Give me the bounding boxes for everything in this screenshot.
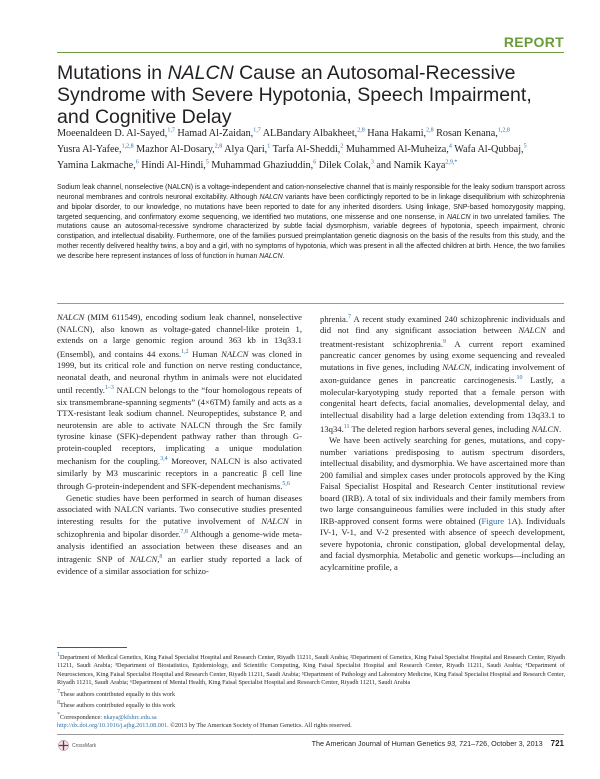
author-name: Hana Hakami,$^{2,8}$: [367, 128, 434, 140]
abstract-divider: [57, 303, 564, 304]
crossmark-badge[interactable]: CrossMark: [58, 740, 96, 751]
abstract: Sodium leak channel, nonselective (NALCN) is a voltage-independent and cation-nonselective channel that is mainly responsible for the leaky sodium transport across neuronal membranes and controls neuronal excitability. Although NALCN variants have been conflictingly reported to be in linkage disequilibrium with schizophrenia and bipolar disorder, to our knowledge, no mutations have been reported to date for any inherited disorders. Using linkage, SNP-based homozygosity mapping, targeted sequencing, and confirmatory exome sequencing, we identified two mutations, one missense and one nonsense, in NALCN in two unrelated families. The mutations cause an autosomal-recessive syndrome characterized by subtle facial dysmorphism, variable degrees of hypotonia, speech impairment, chronic constipation, and intellectual disability. Furthermore, one of the families pursued preimplantation genetic diagnosis on the basis of the results from this study, and the mother recently delivered healthy twins, a boy and a girl, with no symptoms of hypotonia, which was present in all the affected children at birth. Hence, the two families we describe here represent instances of loss of function in human NALCN.: [57, 184, 565, 260]
author-name: Dilek Colak,$^3$: [318, 159, 374, 171]
title-text: Mutations in: [57, 62, 168, 84]
body-column-right: [320, 312, 565, 574]
section-label: REPORT: [503, 34, 564, 50]
author-name: Hindi Al-Hindi,$^5$: [141, 159, 209, 171]
title-gene: NALCN: [167, 62, 234, 84]
author-name: Hamad Al-Zaidan,$^{1,7}$: [177, 128, 261, 140]
author-name: Tarfa Al-Sheddi,$^2$: [272, 143, 344, 156]
author-name: and Namik Kaya$^{2,9,*}$: [376, 159, 458, 171]
author-name: ALBandary Albakheet,$^{2,8}$: [262, 128, 365, 140]
title-text-rest: Cause an Autosomal-Recessive Syndrome with Severe Hypotonia, Speech Impairment, and Cognitive Delay: [57, 62, 532, 128]
paragraph: We have been actively searching for genes, mutations, and copy-number variations predisposing to autism spectrum disorders, intellectual disability, and dysmorphia. We have ascertained more than 200 familial and simplex cases under protocols approved by the King Faisal Specialist Hospital and Research Center institutional review board (IRB). A total of six individuals and their family members from two large consanguineous families were included in this study after IRB-approved consent forms were obtained (Figure 1A). Individuals IV-1, V-1, and V-2 presented with absence of speech development, severe hypotonia, chronic constipation, global developmental delay, and facial dysmorphia. Metabolic and genetic workups—including an acylcarnitine profile, a: [320, 434, 565, 572]
figure-link[interactable]: Figure 1: [481, 515, 512, 526]
footer-rule: [57, 734, 564, 735]
article-title: [57, 62, 537, 128]
body-column-left: [57, 312, 302, 577]
header-rule: [57, 52, 564, 53]
author-list: [57, 125, 562, 172]
crossmark-icon: [58, 740, 69, 751]
author-name: Rosan Kenana,$^{1,2,8}$: [436, 128, 510, 140]
correspondence-email-link[interactable]: nkaya@kfshrc.edu.sa: [103, 713, 157, 721]
author-name: Muhammad Ghaziuddin,$^6$: [211, 159, 317, 171]
author-name: Mazhor Al-Dosary,$^{2,8}$: [136, 143, 223, 156]
author-name: Moeenaldeen D. Al-Sayed,$^{1,7}$: [57, 128, 175, 140]
doi-link[interactable]: http://dx.doi.org/10.1016/j.ajhg.2013.08.001: [57, 722, 168, 730]
author-name: Yamina Lakmache,$^6$: [57, 159, 139, 171]
author-name: Alya Qari,$^1$: [224, 143, 271, 156]
paragraph: phrenia.$^7$ A recent study examined 240 schizophrenic individuals and did not find any significant association between NALCN and treatment-resistant schizophrenia.$^9$ A current report examined pancreatic cancer genomes by using exome sequencing and revealed mutations in five genes, including NALCN, indicating involvement of axon-guidance genes in pancreatic carcinogenesis.$^{10}$ Lastly, a molecular-karyotyping study reported that a female person with congenital heart defects, facial anomalies, developmental delay, and intellectual disability had a large deletion extending from 13q33.1 to 13q34.11 The deleted region harbors several genes, including NALCN.: [320, 313, 565, 434]
author-name: Muhammed Al-Muheiza,$^4$: [345, 143, 452, 156]
page-number: 721: [550, 739, 564, 748]
author-name: Wafa Al-Qubbaj,$^5$: [454, 143, 527, 156]
paragraph: NALCN (MIM 611549), encoding sodium leak channel, nonselective (NALCN), also known as voltage-gated channel-like protein 1, extends on a large genomic region around 363 kb in 13q33.1 (Ensembl), and contains 44 exons.$^{1,2}$ Human NALCN was cloned in 1999, but its critical role and function on nerve resting conductance, neonatal death, and neuronal rhythm in animals were not elucidated until recently.$^{1-3}$ NALCN belongs to the “four homologous repeats of six transmembrane-spanning segments” (4×6TM) family and acts as a TTX-resistant leak sodium channel. Neuropeptides, substance P, and neurotensin are able to activate NALCN through the Src family tyrosine kinase (SFK)-dependent pathway rather than through G-protein-coupled receptors, implicating a unique modulation mechanism for the coupling.$^{3,4}$ Moreover, NALCN is also activated similarly by M3 muscarinic receptors in a pancreatic β cell line through G-protein-independent and SFK-dependent mechanisms.$^{5,6}$: [57, 312, 302, 492]
journal-citation: The American Journal of Human Genetics 93, 721–726, October 3, 2013 721: [311, 739, 564, 748]
paragraph: Genetic studies have been performed in search of human diseases associated with NALCN variants. Two consecutive studies presented interesting results for the putative involvement of NALCN in schizophrenia and bipolar disorder.$^{7,8}$ Although a genome-wide meta-analysis identified an association between these diseases and an intragenic SNP of NALCN,$^8$ an earlier study reported a lack of evidence of a similar association for schizo-: [57, 492, 303, 576]
author-name: Yusra Al-Yafee,$^{1,2,8}$: [57, 143, 134, 156]
affiliations-rule: [57, 647, 127, 648]
affiliations: $^1$Department of Medical Genetics, King Faisal Specialist Hospital and Research Center, Riyadh 11211, Saudi Arabia; ²Department of Genetics, King Faisal Specialist Hospital and Research Center, Riyadh 11211, Saudi Arabia; ³Department of Biostatistics, Epidemiology, and Scientific Computing, King Faisal Specialist Hospital and Research Center, Riyadh 11211, Saudi Arabia; ⁴Department of Neurosciences, King Faisal Specialist Hospital and Research Center, Riyadh 11211, Saudi Arabia; ⁵Department of Pathology and Laboratory Medicine, King Faisal Specialist Hospital and Research Center, Riyadh 11211, Saudi Arabia; ⁶Department of Mental Health, King Faisal Specialist Hospital and Research Center, Riyadh 11211, Saudi Arabia $^7$These authors contributed equally to this work $^8$These authors contributed equally to this work *Correspondence: nkaya@kfshrc.edu.sa http://dx.doi.org/10.1016/j.ajhg.2013.08.001. ©2013 by The American Society of Human Genetics. All rights reserved.: [57, 652, 565, 730]
